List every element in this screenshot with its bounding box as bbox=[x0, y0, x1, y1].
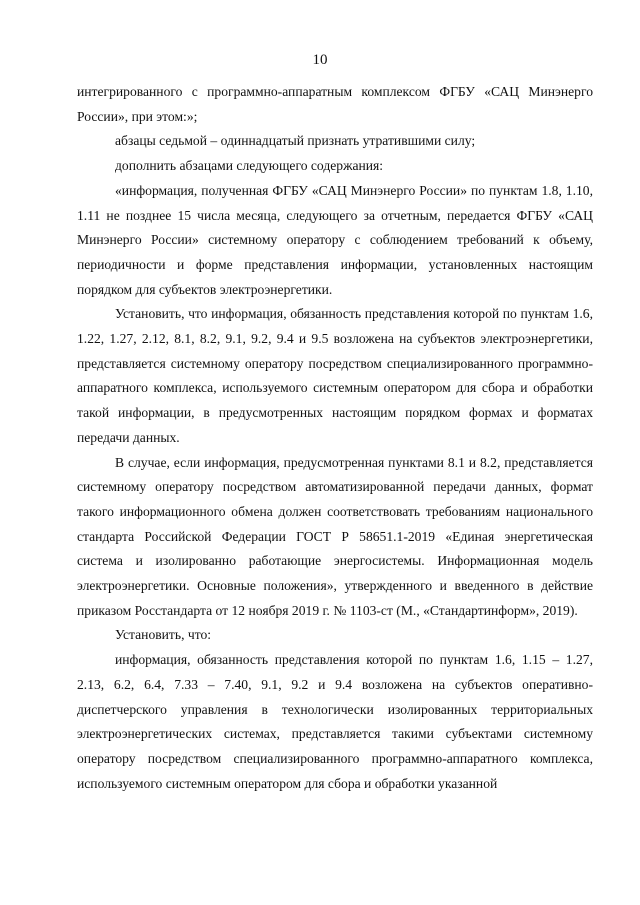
paragraph-2: абзацы седьмой – одиннадцатый признать утратившими силу; bbox=[115, 133, 476, 149]
page-number: 10 bbox=[312, 52, 328, 68]
paragraph-4: «информация, полученная ФГБУ «САЦ Минэнерго России» по пунктам 1.8, 1.10, 1.11 не позднее 15 числа месяца, следующего за отчетным, передается ФГБУ «САЦ Минэнерго России» системному оператору с соблюдением требований к объему, периодичности и форме представления информации, установленных настоящим порядком для субъектов электроэнергетики. bbox=[77, 182, 593, 297]
paragraph-1: интегрированного с программно-аппаратным комплексом ФГБУ «САЦ Минэнерго России», при этом:»; bbox=[77, 84, 593, 124]
document-body bbox=[77, 80, 593, 796]
paragraph-5: Установить, что информация, обязанность представления которой по пунктам 1.6, 1.22, 1.27, 2.12, 8.1, 8.2, 9.1, 9.2, 9.4 и 9.5 возложена на субъектов электроэнергетики, представляется системному оператору посредством специализированного программно-аппаратного комплекса, используемого системным оператором для сбора и обработки такой информации, в предусмотренных настоящим порядком формах и форматах передачи данных. bbox=[77, 306, 593, 445]
paragraph-6: В случае, если информация, предусмотренная пунктами 8.1 и 8.2, представляется системному оператору посредством автоматизированной передачи данных, формат такого информационного обмена должен соответствовать требованиям национального стандарта Российской Федерации ГОСТ Р 58651.1-2019 «Единая энергетическая система и изолированно работающие энергосистемы. Информационная модель электроэнергетики. Основные положения», утвержденного и введенного в действие приказом Росстандарта от 12 ноября 2019 г. № 1103-ст (М., «Стандартинформ», 2019). bbox=[77, 454, 593, 618]
paragraph-7: Установить, что: bbox=[115, 627, 212, 643]
paragraph-8: информация, обязанность представления которой по пунктам 1.6, 1.15 – 1.27, 2.13, 6.2, 6.4, 7.33 – 7.40, 9.1, 9.2 и 9.4 возложена на субъектов оперативно-диспетчерского управления в технологически изолированных территориальных электроэнергетических системах, представляется такими субъектами системному оператору посредством специализированного программно-аппаратного комплекса, используемого системным оператором для сбора и обработки указанной bbox=[77, 652, 593, 791]
paragraph-3: дополнить абзацами следующего содержания: bbox=[115, 158, 384, 174]
